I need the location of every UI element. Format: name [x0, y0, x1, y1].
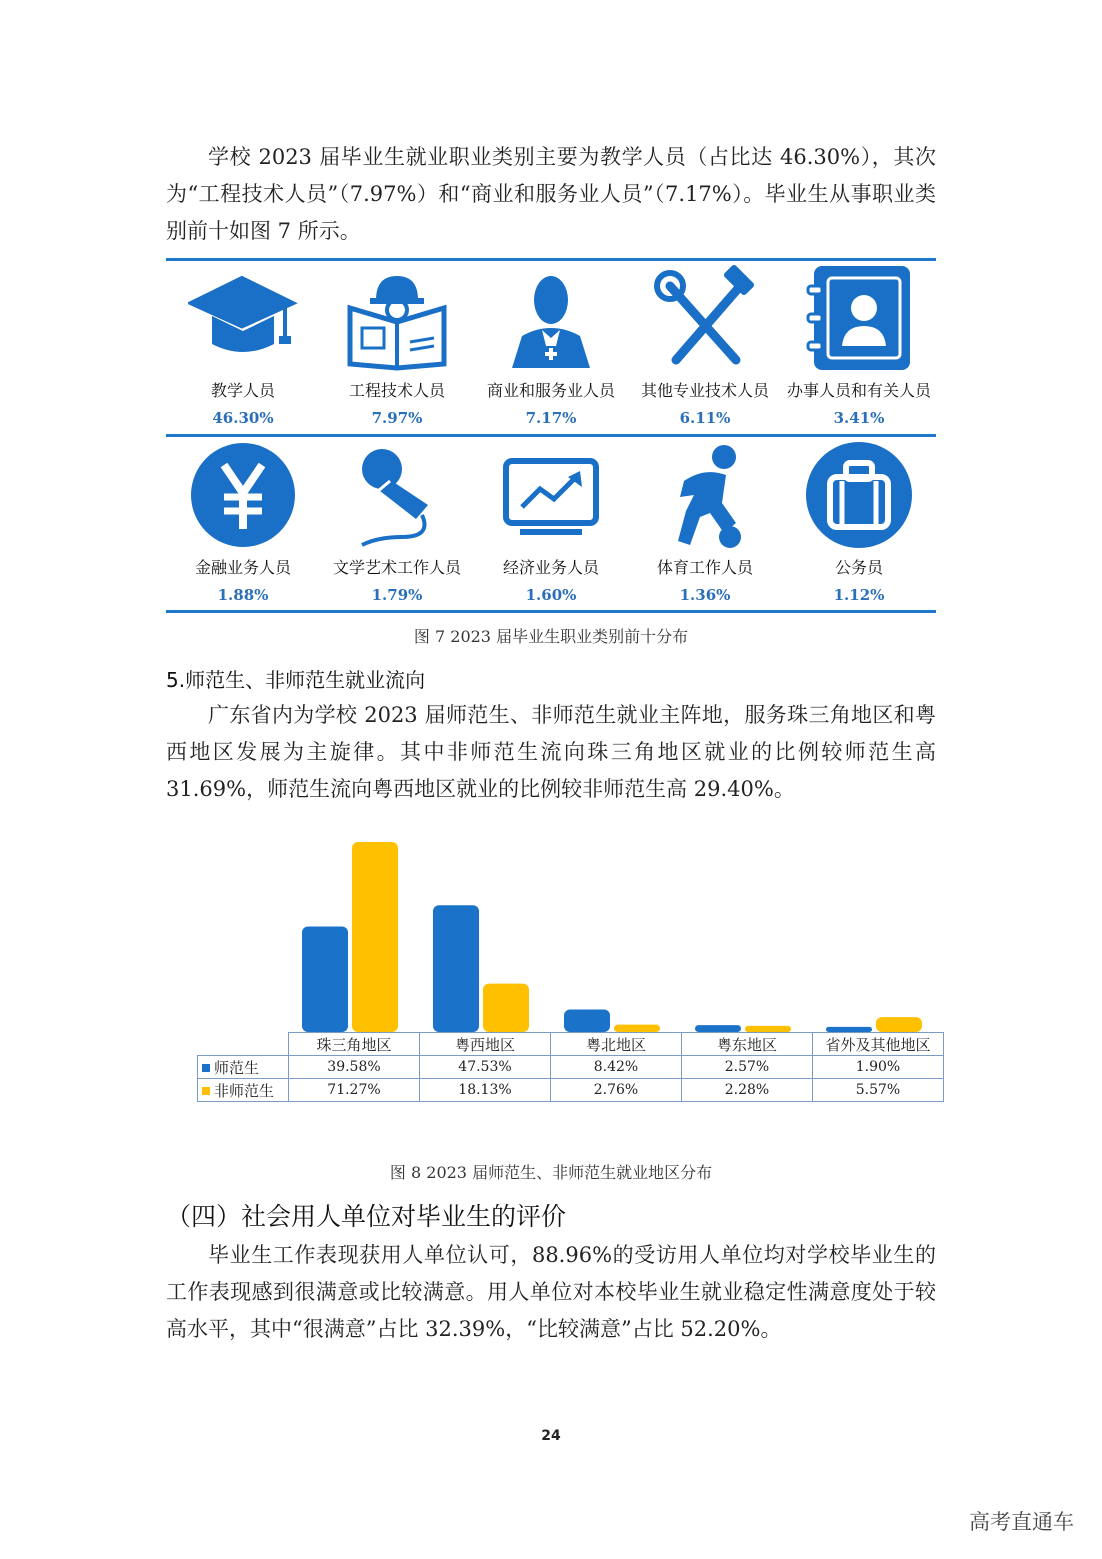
data-label: 18.13%	[420, 1079, 551, 1102]
occupation-label: 经济业务人员	[502, 558, 599, 577]
category-label: 珠三角地区	[289, 1033, 420, 1056]
occupation-item	[474, 441, 628, 604]
legend-teacher	[198, 1056, 289, 1079]
occupation-label: 教学人员	[210, 381, 275, 400]
occupation-item	[474, 264, 628, 427]
engineer-reading-icon	[341, 264, 453, 372]
occupation-label: 办事人员和有关人员	[786, 381, 931, 400]
teacher-bar	[564, 1010, 610, 1032]
occupation-label: 体育工作人员	[656, 558, 753, 577]
figure7-top-rule	[166, 258, 936, 261]
series-label: 非师范生	[214, 1081, 275, 1100]
nonteacher-bar	[483, 984, 529, 1032]
data-label: 39.58%	[289, 1056, 420, 1079]
data-label: 2.28%	[682, 1079, 813, 1102]
section4-paragraph: 毕业生工作表现获用人单位认可，88.96%的受访用人单位均对学校毕业生的工作表现感到很满意或比较满意。用人单位对本校毕业生就业稳定性满意度处于较高水平，其中“很满意”占比 32.39%，“比较满意”占比 52.20%。	[166, 1243, 936, 1341]
occupation-label: 商业和服务业人员	[486, 381, 615, 400]
legend-nonteacher	[198, 1079, 289, 1102]
microphone-icon	[341, 441, 453, 549]
figure7-caption: 图 7 2023 届毕业生职业类别前十分布	[413, 627, 689, 646]
occupation-row-2	[166, 441, 936, 604]
occupation-value: 7.97%	[371, 409, 423, 427]
business-person-icon	[495, 264, 607, 372]
data-label: 2.57%	[682, 1056, 813, 1079]
football-player-icon	[649, 441, 761, 549]
contact-book-icon	[803, 264, 915, 372]
data-label: 71.27%	[289, 1079, 420, 1102]
occupation-item	[166, 264, 320, 427]
occupation-item	[320, 264, 474, 427]
occupation-value: 3.41%	[833, 409, 885, 427]
occupation-label: 工程技术人员	[348, 381, 445, 400]
occupation-item	[320, 441, 474, 604]
occupation-item	[628, 441, 782, 604]
data-label: 2.76%	[551, 1079, 682, 1102]
occupation-label: 公务员	[834, 558, 883, 577]
occupation-item	[782, 441, 936, 604]
occupation-label: 金融业务人员	[194, 558, 291, 577]
figure8-caption: 图 8 2023 届师范生、非师范生就业地区分布	[389, 1163, 713, 1182]
occupation-value: 1.36%	[679, 586, 731, 604]
data-label: 8.42%	[551, 1056, 682, 1079]
occupation-value: 1.79%	[371, 586, 423, 604]
yen-coin-icon	[187, 441, 299, 549]
occupation-label: 文学艺术工作人员	[332, 558, 461, 577]
graduation-cap-icon	[187, 264, 299, 372]
page-number: 24	[541, 1428, 561, 1444]
data-label: 5.57%	[813, 1079, 944, 1102]
category-label: 粤东地区	[682, 1033, 813, 1056]
region-bar-chart	[196, 820, 946, 1034]
intro-paragraph: 学校 2023 届毕业生就业职业类别主要为教学人员（占比达 46.30%），其次为“工程技术人员”（7.97%）和“商业和服务业人员”（7.17%）。毕业生从事职业类别前十如图 7 所示。	[166, 145, 936, 243]
occupation-item	[628, 264, 782, 427]
tools-icon	[649, 264, 761, 372]
occupation-label: 其他专业技术人员	[640, 381, 769, 400]
occupation-value: 1.12%	[833, 586, 885, 604]
occupation-item	[782, 264, 936, 427]
category-label: 粤北地区	[551, 1033, 682, 1056]
occupation-value: 1.60%	[525, 586, 577, 604]
legend-swatch-teacher	[202, 1064, 210, 1072]
data-label: 1.90%	[813, 1056, 944, 1079]
category-label: 粤西地区	[420, 1033, 551, 1056]
series-label: 师范生	[214, 1058, 260, 1077]
data-label: 47.53%	[420, 1056, 551, 1079]
teacher-bar	[433, 905, 479, 1032]
teacher-bar	[695, 1025, 741, 1032]
figure7-bottom-rule	[166, 610, 936, 613]
briefcase-icon	[803, 441, 915, 549]
occupation-value: 46.30%	[212, 409, 274, 427]
occupation-item	[166, 441, 320, 604]
occupation-value: 7.17%	[525, 409, 577, 427]
section5-paragraph: 广东省内为学校 2023 届师范生、非师范生就业主阵地，服务珠三角地区和粤西地区发展为主旋律。其中非师范生流向珠三角地区就业的比例较师范生高 31.69%，师范生流向粤西地区就业的比例较非师范生高 29.40%。	[166, 703, 936, 801]
figure7-middle-rule	[166, 434, 936, 437]
section4-heading: （四）社会用人单位对毕业生的评价	[166, 1202, 567, 1231]
occupation-value: 6.11%	[679, 409, 731, 427]
section5-heading: 5.师范生、非师范生就业流向	[166, 668, 426, 692]
occupation-row-1	[166, 264, 936, 427]
nonteacher-bar	[876, 1017, 922, 1032]
region-data-table	[197, 1032, 944, 1102]
legend-swatch-nonteacher	[202, 1087, 210, 1095]
category-label: 省外及其他地区	[813, 1033, 944, 1056]
occupation-value: 1.88%	[217, 586, 269, 604]
nonteacher-bar	[352, 842, 398, 1032]
nonteacher-bar	[614, 1025, 660, 1032]
trend-chart-icon	[495, 441, 607, 549]
watermark: 高考直通车	[969, 1510, 1074, 1534]
teacher-bar	[302, 926, 348, 1032]
